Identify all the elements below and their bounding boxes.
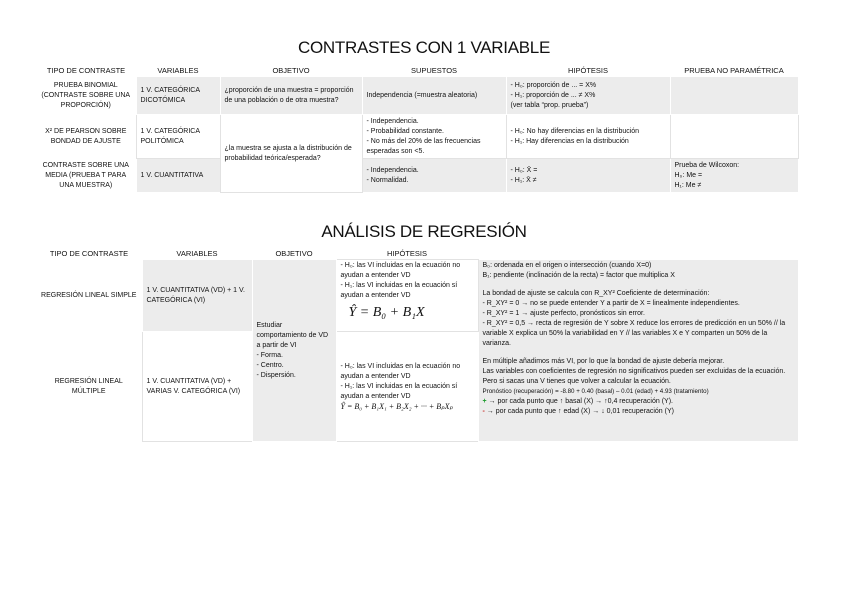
col-header: HIPÓTESIS (567, 66, 608, 75)
col-header: VARIABLES (176, 249, 218, 258)
col-header: OBJETIVO (272, 66, 310, 75)
assumptions-cell: Independencia (=muestra aleatoria) (362, 77, 506, 115)
col-header: PRUEBA NO PARAMÉTRICA (684, 66, 784, 75)
hypotheses-cell: - H₀: X̄ = - H₁: X̄ ≠ (506, 159, 670, 193)
variables-cell: 1 V. CATEGÓRICA POLITÓMICA (136, 115, 220, 159)
col-header: HIPÓTESIS (386, 249, 427, 258)
table-row (36, 77, 798, 115)
col-header: VARIABLES (157, 66, 199, 75)
nonparam-cell (670, 77, 798, 115)
contrastes-table (36, 66, 799, 193)
table-header-row (36, 66, 798, 77)
variables-cell: 1 V. CUANTITATIVA (VD) + 1 V. CATEGÓRICA (VI) (142, 260, 252, 332)
contrast-type: REGRESIÓN LINEAL MÚLTIPLE (36, 332, 142, 442)
objective-cell: Estudiar comportamiento de VD a partir de VI - Forma. - Centro. - Dispersión. (252, 260, 336, 442)
variables-cell: 1 V. CATEGÓRICA DICOTÓMICA (136, 77, 220, 115)
hypotheses-cell: - H₀: las VI incluidas en la ecuación no ayudan a entender VD - H₁: las VI incluidas en la ecuación sí ayudan a entender VD Ŷ = B₀ + B₁X (336, 260, 478, 332)
hypotheses-cell: - H₀: las VI incluidas en la ecuación no ayudan a entender VD - H₁: las VI incluidas en la ecuación sí ayudan a entender VD Ŷ = B₀ + B₁X₁ + B₂X₂ + ··· + BₚXₚ (336, 332, 478, 442)
section1-title: CONTRASTES CON 1 VARIABLE (298, 38, 550, 57)
table-header-row (36, 249, 798, 260)
nonparam-cell (670, 115, 798, 159)
col-header: TIPO DE CONTRASTE (46, 66, 126, 76)
hypotheses-cell: - H₀: No hay diferencias en la distribución - H₁: Hay diferencias en la distribución (506, 115, 670, 159)
pronostico-line: Pronóstico (recuperación) = -8.80 + 0.40 (basal) – 0.01 (edad) + 4.93 (tratamiento) (482, 388, 709, 395)
objective-cell: ¿proporción de una muestra = proporción de una población o de otra muestra? (220, 77, 362, 115)
col-header: OBJETIVO (275, 249, 313, 258)
variables-cell: 1 V. CUANTITATIVA (VD) + VARIAS V. CATEGÓRICA (VI) (142, 332, 252, 442)
assumptions-cell: - Independencia. - Probabilidad constante. - No más del 20% de las frecuencias esperadas son <5. (362, 115, 506, 159)
contrast-type: PRUEBA BINOMIAL (CONTRASTE SOBRE UNA PROPORCIÓN) (36, 77, 136, 115)
table-row (36, 159, 798, 193)
variables-cell: 1 V. CUANTITATIVA (136, 159, 220, 193)
col-header (478, 249, 798, 260)
contrast-type: CONTRASTE SOBRE UNA MEDIA (PRUEBA T PARA UNA MUESTRA) (36, 159, 136, 193)
contrast-type: REGRESIÓN LINEAL SIMPLE (36, 260, 142, 332)
col-header: SUPUESTOS (410, 66, 458, 75)
hypotheses-cell: - H₀: proporción de ... = X% - H₁: proporción de ... ≠ X% (ver tabla “prop. prueba”) (506, 77, 670, 115)
objective-cell: ¿la muestra se ajusta a la distribución de probabilidad teórica/esperada? (220, 115, 362, 193)
contrast-type: X² DE PEARSON SOBRE BONDAD DE AJUSTE (36, 115, 136, 159)
table-row (36, 260, 798, 332)
col-header: TIPO DE CONTRASTE (49, 249, 129, 259)
nonparam-cell: Prueba de Wilcoxon: H₀: Me = H₁: Me ≠ (670, 159, 798, 193)
assumptions-cell: - Independencia. - Normalidad. (362, 159, 506, 193)
table-row (36, 115, 798, 159)
simple-regression-formula: Ŷ = B₀ + B₁X (348, 305, 425, 320)
section2-title: ANÁLISIS DE REGRESIÓN (321, 222, 527, 241)
regression-notes: B₀: ordenada en el origen o intersección (cuando X=0) B₁: pendiente (inclinación de la recta) = factor que multiplica X La bondad de ajuste se calcula con R_XY² Coeficiente de determinación: - R_XY² = 0 → no se puede entender Y a partir de X = linealmente independientes. - R_XY² = 1 → ajuste perfecto, pronósticos sin error. - R_XY² = 0,5 → recta de regresión de Y sobre X reduce los errores de predicción en un 50% // la variable X explica un 50% la variabilidad en Y // las variables X e Y comparten un 50% de la varianza. En múltiple añadimos más VI, por lo que la bondad de ajuste debería mejorar. Las variables con coeficientes de regresión no significativos pueden ser excluidas de la ecuación. Pero si sacas una V tienes que volver a calcular la ecuación. Pronóstico (recuperación) = -8.80 + 0.40 (basal) – 0.01 (edad) + 4.93 (tratamiento) + → por cada punto que ↑ basal (X) → ↑0,4 recuperación (Y). - → por cada punto que ↑ edad (X) → ↓ 0,01 recuperación (Y) (478, 260, 798, 442)
multiple-regression-formula: Ŷ = B₀ + B₁X₁ + B₂X₂ + ··· + BₚXₚ (340, 401, 453, 411)
regresion-table (36, 249, 799, 442)
